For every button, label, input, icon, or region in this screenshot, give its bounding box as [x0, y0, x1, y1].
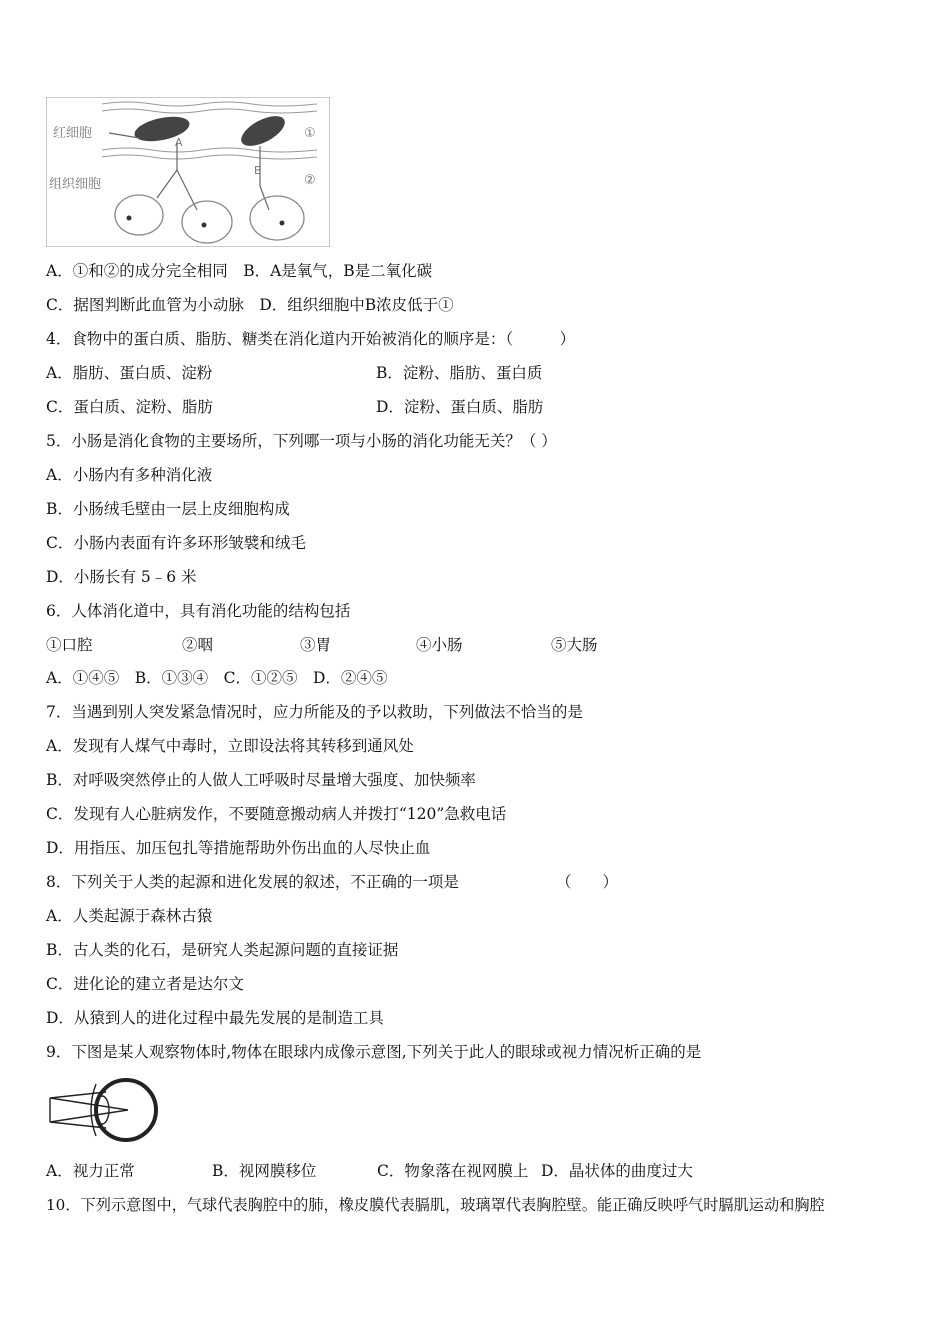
arrow-label-a: A [175, 136, 183, 149]
region-mark-2: ② [304, 173, 316, 188]
q4-option-b: B．淀粉、脂肪、蛋白质 [376, 364, 543, 382]
q5-option-a: A．小肠内有多种消化液 [46, 466, 213, 484]
q8-option-c: C．进化论的建立者是达尔文 [46, 975, 244, 993]
q6-stem: 6．人体消化道中，具有消化功能的结构包括 [46, 602, 351, 620]
q8-option-a: A．人类起源于森林古猿 [46, 907, 213, 925]
q8-option-d: D．从猿到人的进化过程中最先发展的是制造工具 [46, 1009, 384, 1027]
eye-imaging-figure [46, 1076, 162, 1144]
q6-item-1: ①口腔 [46, 636, 93, 654]
q5-option-d: D．小肠长有 5﹣6 米 [46, 568, 197, 586]
q7-option-b: B．对呼吸突然停止的人做人工呼吸时尽量增大强度、加快频率 [46, 771, 476, 789]
q9-stem: 9．下图是某人观察物体时,物体在眼球内成像示意图,下列关于此人的眼球或视力情况析正确的是 [46, 1043, 702, 1061]
q3-options-ab: A．①和②的成分完全相同 B．A是氧气，B是二氧化碳 [46, 262, 433, 280]
tissue-cell-label: 组织细胞 [49, 177, 102, 192]
q7-stem: 7．当遇到别人突发紧急情况时，应力所能及的予以救助，下列做法不恰当的是 [46, 703, 583, 721]
q5-option-c: C．小肠内表面有许多环形皱襞和绒毛 [46, 534, 306, 552]
capillary-exchange-drawing [47, 98, 329, 246]
q4-option-d: D．淀粉、蛋白质、脂肪 [376, 398, 544, 416]
region-mark-1: ① [304, 126, 316, 141]
q7-option-d: D．用指压、加压包扎等措施帮助外伤出血的人尽快止血 [46, 839, 431, 857]
q6-item-2: ②咽 [182, 636, 214, 654]
q9-option-a: A．视力正常 [46, 1162, 135, 1180]
q7-option-c: C．发现有人心脏病发作，不要随意搬动病人并拨打“120”急救电话 [46, 805, 507, 823]
q9-option-d: D．晶状体的曲度过大 [541, 1162, 693, 1180]
rbc-label: 红细胞 [53, 126, 93, 141]
q4-stem: 4．食物中的蛋白质、脂肪、糖类在消化道内开始被消化的顺序是：（ ） [46, 330, 576, 348]
q8-answer-paren: （ ） [556, 873, 619, 891]
q4-option-a: A．脂肪、蛋白质、淀粉 [46, 364, 213, 382]
q9-option-b: B．视网膜移位 [212, 1162, 317, 1180]
arrow-label-b: B [254, 164, 262, 177]
q9-option-c: C．物象落在视网膜上 [377, 1162, 529, 1180]
q6-item-3: ③胃 [300, 636, 332, 654]
q6-item-5: ⑤大肠 [551, 636, 598, 654]
q8-stem: 8．下列关于人类的起源和进化发展的叙述，不正确的一项是 [46, 873, 459, 891]
q6-options: A．①④⑤ B．①③④ C．①②⑤ D．②④⑤ [46, 669, 388, 687]
q8-option-b: B．古人类的化石，是研究人类起源问题的直接证据 [46, 941, 399, 959]
eye-imaging-drawing [46, 1076, 162, 1144]
q5-stem: 5．小肠是消化食物的主要场所，下列哪一项与小肠的消化功能无关？（ ） [46, 432, 557, 450]
q4-option-c: C．蛋白质、淀粉、脂肪 [46, 398, 213, 416]
q10-stem: 10．下列示意图中，气球代表胸腔中的肺，橡皮膜代表膈肌，玻璃罩代表胸腔壁。能正确反映呼气时膈肌运动和胸腔 [46, 1196, 825, 1214]
q7-option-a: A．发现有人煤气中毒时，立即设法将其转移到通风处 [46, 737, 414, 755]
q3-options-cd: C．据图判断此血管为小动脉 D．组织细胞中B浓皮低于① [46, 296, 454, 314]
q6-item-4: ④小肠 [416, 636, 463, 654]
q5-option-b: B．小肠绒毛壁由一层上皮细胞构成 [46, 500, 290, 518]
capillary-exchange-figure [46, 97, 330, 247]
